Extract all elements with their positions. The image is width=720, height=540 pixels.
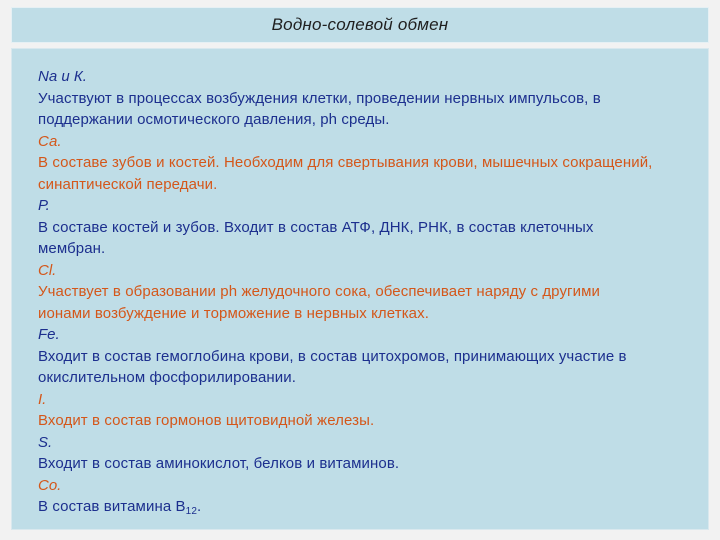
- description-text: В состав витамина В: [38, 498, 186, 515]
- element-description: Участвуют в процессах возбуждения клетки, проведении нервных импульсов, в поддержании осмотического давления, ph среды.: [38, 89, 601, 128]
- element-description: Входит в состав аминокислот, белков и витаминов.: [38, 455, 400, 472]
- element-description: Входит в состав гормонов щитовидной железы.: [38, 412, 375, 429]
- element-label: Р.: [38, 197, 50, 214]
- element-description: В составе костей и зубов. Входит в состав АТФ, ДНК, РНК, в состав клеточных мембран.: [38, 218, 594, 257]
- element-label: I.: [38, 390, 47, 408]
- title-bar: [11, 7, 709, 43]
- element-description: В составе зубов и костей. Необходим для свертывания крови, мышечных сокращений, синаптической передачи.: [38, 154, 653, 193]
- element-block-ca: [38, 131, 682, 196]
- element-description: Входит в состав гемоглобина крови, в состав цитохромов, принимающих участие в окислительном фосфорилировании.: [38, 347, 627, 386]
- element-block-i: [38, 389, 682, 432]
- element-block-p: [38, 195, 682, 260]
- element-label: Са.: [38, 132, 62, 150]
- element-block-na-k: [38, 66, 682, 131]
- element-label: S.: [38, 433, 53, 451]
- description-end: .: [196, 498, 202, 515]
- element-block-co: [38, 475, 682, 523]
- element-block-s: [38, 432, 682, 475]
- element-description: [38, 496, 682, 523]
- element-label: Со.: [38, 476, 62, 494]
- element-block-cl: [38, 260, 682, 325]
- page-title: Водно-солевой обмен: [271, 15, 449, 34]
- element-label: Fe.: [38, 326, 60, 343]
- content-panel: [11, 48, 709, 530]
- element-block-fe: [38, 324, 682, 389]
- element-description: Участвует в образовании ph желудочного сока, обеспечивает наряду с другими ионами возбуждение и торможение в нервных клетках.: [38, 283, 600, 322]
- element-label: Na и К.: [38, 68, 87, 85]
- subscript-text: 12: [185, 506, 197, 517]
- element-label: Cl.: [38, 261, 57, 279]
